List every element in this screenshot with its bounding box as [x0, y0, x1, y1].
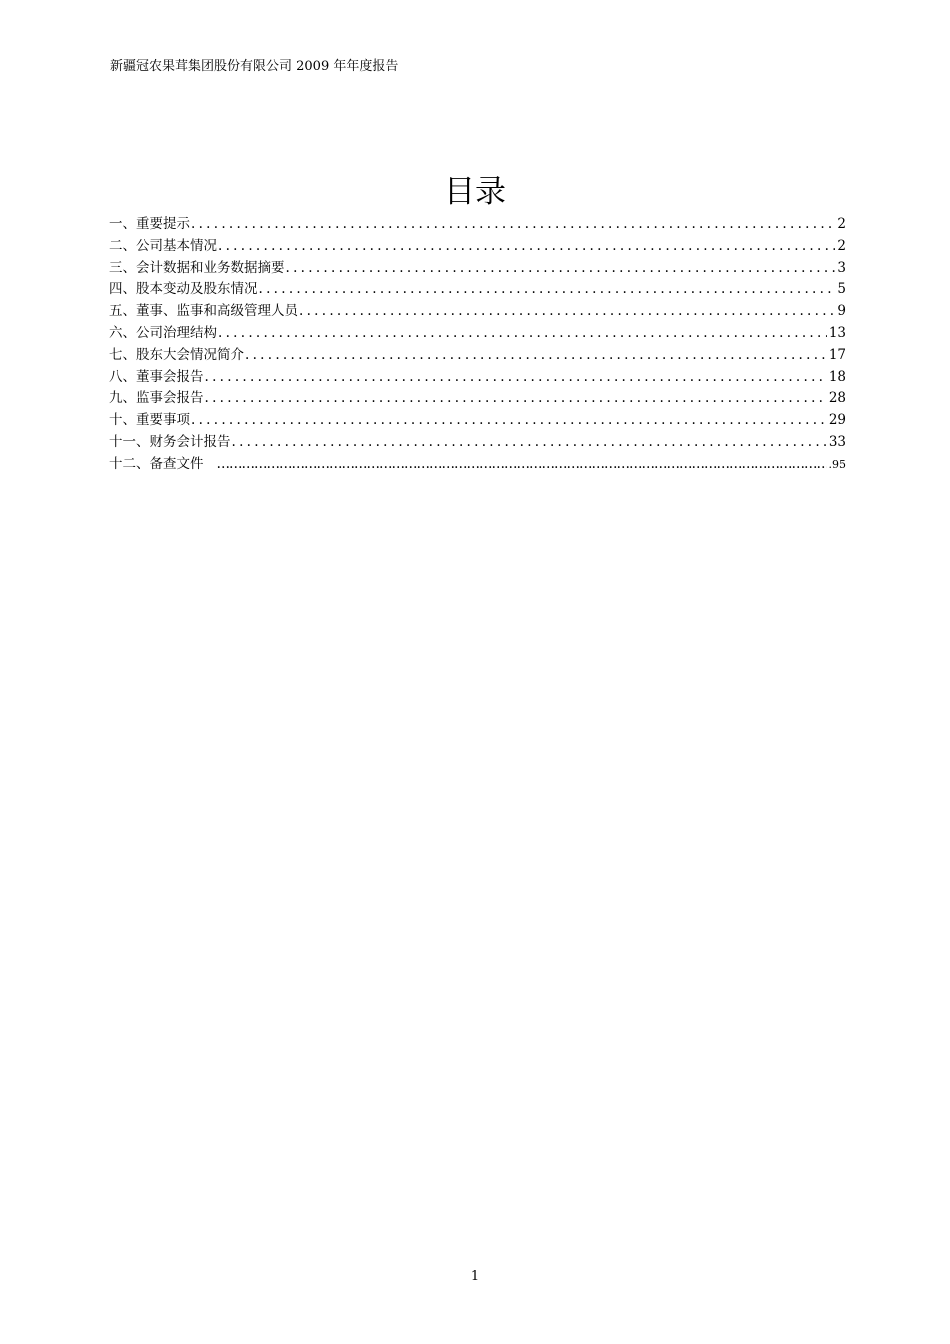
toc-entry-page: 18	[828, 368, 846, 385]
toc-entry-page: 2	[837, 237, 846, 254]
toc-entry-label: 六、公司治理结构	[109, 324, 217, 341]
toc-entry-shareholder-meetings[interactable]	[109, 345, 846, 367]
toc-leader-dots	[205, 388, 827, 410]
page-number: 1	[470, 1269, 480, 1284]
toc-entry-page: 5	[837, 281, 846, 298]
toc-entry-important-notice[interactable]	[109, 214, 846, 236]
toc-entry-page: .95	[828, 457, 846, 471]
toc-entry-page: 29	[828, 412, 846, 429]
toc-entry-label: 三、会计数据和业务数据摘要	[109, 259, 285, 276]
toc-entry-page: 33	[828, 433, 846, 450]
toc-entry-label: 一、重要提示	[109, 216, 190, 232]
toc-entry-financial-report[interactable]	[109, 432, 846, 454]
toc-entry-page: 28	[828, 390, 846, 407]
toc-leader-dots	[191, 410, 827, 432]
toc-entry-page: 2	[837, 216, 846, 232]
toc-leader-dots	[217, 454, 827, 476]
toc-entry-page: 17	[828, 346, 846, 363]
toc-leader-dots	[299, 301, 835, 323]
toc-leader-dots	[245, 345, 827, 367]
table-of-contents	[109, 214, 846, 476]
toc-entry-page: 9	[837, 303, 846, 320]
toc-entry-label: 八、董事会报告	[109, 368, 204, 385]
toc-entry-label: 五、董事、监事和高级管理人员	[109, 303, 298, 320]
toc-leader-dots	[232, 432, 827, 454]
toc-entry-board-report[interactable]	[109, 367, 846, 389]
toc-entry-label: 十一、财务会计报告	[109, 433, 231, 450]
toc-entry-page: 3	[837, 259, 846, 276]
toc-leader-dots	[191, 214, 835, 236]
toc-entry-label: 七、股东大会情况简介	[109, 346, 244, 363]
toc-entry-label: 十、重要事项	[109, 412, 190, 429]
toc-entry-governance[interactable]	[109, 323, 846, 345]
toc-entry-reference-documents[interactable]	[109, 454, 846, 476]
toc-leader-dots	[218, 236, 835, 258]
toc-entry-label: 四、股本变动及股东情况	[109, 281, 258, 298]
toc-entry-label: 二、公司基本情况	[109, 237, 217, 254]
toc-entry-company-basics[interactable]	[109, 236, 846, 258]
toc-entry-supervisory-report[interactable]	[109, 388, 846, 410]
toc-entry-label: 十二、备查文件	[109, 455, 204, 472]
running-header: 新疆冠农果茸集团股份有限公司 2009 年年度报告	[110, 59, 399, 74]
toc-entry-page: 13	[828, 324, 846, 341]
toc-leader-dots	[205, 367, 827, 389]
toc-entry-share-capital[interactable]	[109, 279, 846, 301]
toc-entry-important-matters[interactable]	[109, 410, 846, 432]
toc-entry-label: 九、监事会报告	[109, 390, 204, 407]
toc-leader-dots	[259, 279, 836, 301]
toc-leader-dots	[286, 258, 836, 280]
toc-entry-directors[interactable]	[109, 301, 846, 323]
toc-entry-accounting-summary[interactable]	[109, 258, 846, 280]
page-title: 目录	[444, 174, 506, 210]
toc-leader-dots	[218, 323, 827, 345]
